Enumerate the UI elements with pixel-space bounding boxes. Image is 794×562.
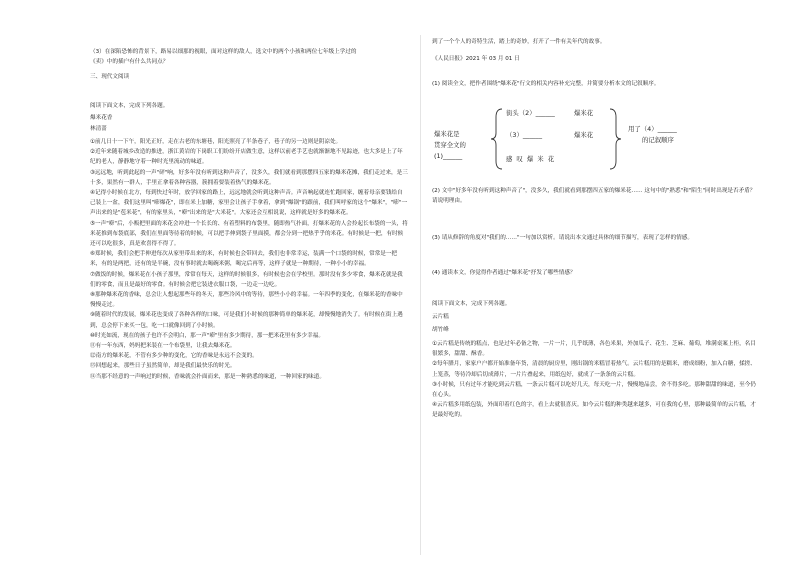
essay-2-paragraph-1: ①云片糕是传统的糕点，也是过年必备之物，一片一片，几乎纸薄，各色米果，外加瓜子、花生、芝麻、葡萄，堆满桌案上柜，名目很繁多，甜甜、酥香。 — [432, 341, 756, 358]
essay-author: 林清蔷 — [90, 126, 107, 132]
paragraph-3: ③远远地，听到此起的一声"砰"响，好多年没有听到这种声音了，没多久，我们就看到那摆四五家的爆米花摊，我们走过来，是三十多，果然有一群人，手里正拿着各种容器，簇拥着要装着热气的爆米花。 — [90, 169, 408, 186]
right-brace-icon — [608, 107, 622, 171]
paragraph-9: ⑨随着时代的发展，爆米花也变成了各种各样的口味，可是我们小时候的那种简单的爆米花，却慢慢地消失了。有时候在街上遇到，总会停下来买一包，吃一口就像回到了小时候。 — [90, 312, 403, 329]
question-3-line-2: 《卖》中的插户有什么共同点？ — [90, 59, 169, 66]
essay-closing-line: 到了一个个人的奇特生活，踏上的奇妙，打开了一件有关年代的故事。 — [432, 39, 606, 45]
paragraph-4: ④记得小时候在北方，每到快过年时，放学回家的路上，远远地就会听到这种声音。声音响起就连忙跑回家，缠着母亲要钱给自己装上一盆，我们这里叫"嘭爆花"，即在米上加糖，家里会让孩子手拿着，拿到"爆锅"的跟前，我们叫呼家的这个"爆米"，"嘭"一声出来的是"苞米花"，有的家里头，"嘭"出来的是"大米花"。大家还会互相说说，这样就是好多的爆米花。 — [90, 190, 408, 217]
essay-body — [90, 137, 408, 382]
paragraph-7: ⑦做饭的时候，爆米花在小孩子那里，常常在每天，这样的时候很多，有时候也会在学校里。那时没有多少零食，爆米花就是我们的零食，而且是最好的零食。有时候会把它装进衣服口袋，一边走一边吃。 — [90, 271, 403, 288]
question-3-block — [90, 47, 408, 67]
diagram-right-line-1: 用了（4）______ — [628, 125, 677, 133]
diagram-left-line-2: 贯穿全文的 — [434, 141, 466, 149]
diagram-left-line-3: (1)______ — [434, 152, 463, 160]
paragraph-13: ⑬回想起来，那些日子虽然简单，却是我们最快乐的时光。 — [90, 363, 236, 370]
reading-intro: 阅读下面文本，完成下列各题。 — [90, 103, 169, 109]
section-heading: 三、现代文阅读 — [90, 74, 130, 80]
essay-2-paragraph-3: ③小时候，只有过年才能吃到云片糕，一条云片糕可以吃好几天，每天吃一片，慢慢地品尝，舍不得多吃。那种甜甜的味道，至今仍在心头。 — [432, 381, 756, 399]
reading-intro-2: 阅读下面文本，完成下列各题。 — [432, 301, 511, 307]
essay-2-author: 胡竹峰 — [432, 327, 449, 333]
question-1: (1) 阅读全文，把作者围绕"爆米花"行文的相关内容补充完整，并简要分析本文的记叙顺序。 — [432, 81, 660, 87]
paragraph-2: ②近年来随着城乡改造的推进，浙江黄岩的下岗职工们纷纷开店做生意，这样以前老手艺也就渐渐地不见踪迹，也大多是上了年纪的老人，静静地守着一种时光里流动的味道。 — [90, 149, 403, 166]
column-separator — [420, 35, 421, 555]
diagram-row-1-suffix: 爆米花 — [574, 109, 594, 117]
paragraph-6: ⑥郑时候，我们会把手伸进每次从家里带出来的米，有时候也会带回去，我们也非常幸运，装满一个口袋的时候，常常是一把米，有的是两把，还有的是半碗，没有事时就去喝碗米粥，喝完后再等，这样子就是一种期待，一种小小的幸福。 — [90, 251, 398, 268]
question-4: (4) 通读本文，你觉得作者通过"爆米花"抒发了哪些情感？ — [432, 270, 576, 276]
diagram-row-2-suffix: 爆米花 — [574, 131, 594, 139]
source-citation: 《人民日报》2021 年 03 月 01 日 — [432, 56, 520, 62]
essay-2-paragraph-2: ②每年腊月，家家户户都开始准备年货，清晨的厨房里，刚出锅的米糕冒着热气。云片糕用的是糯米，磨成细粉，加入白糖，揉搓、上笼蒸，等待冷却后切成薄片，一片片叠起来，用纸包好，就成了一条条的云片糕。 — [432, 361, 756, 378]
diagram-row-3: 感 叹 爆 米 花 — [506, 155, 556, 163]
paragraph-14: ⑭当那不经意的一声响过的时候，香味就会扑面而来，那是一种熟悉的味道，一种回家的味道。 — [90, 373, 325, 380]
diagram-left-line-1: 爆米花是 — [434, 130, 460, 138]
diagram-row-1-prefix: 街头（2）______ — [506, 109, 555, 117]
paragraph-12: ⑫南方的爆米花，不管有多少种的变化，它的香味是永远不会变的。 — [90, 353, 258, 360]
diagram-row-2-prefix: （3）______ — [506, 131, 543, 139]
left-brace-icon — [490, 107, 504, 171]
essay-2-body — [432, 339, 758, 421]
paragraph-5: ⑤一声"嘭"后，小贩把里面的米花会冲进一个长长的、有着塑料的布袋里，随即热气扑面，打爆米花的人会拎起长布袋的一头，将米花推到布袋底部，我们在里面等待着的时候，可以把手伸到袋子里面摸，都会分到一把热乎乎的米花。有时候是一把，有时候还可以吃很多，真是欢喜得不得了。 — [90, 220, 408, 248]
essay-2-title: 云片糕 — [432, 314, 449, 320]
question-3-line-1: （3）在深陷恐怖的背景下，路易以细那的视眼，面对这样的敌人，选文中的两个小孩和两位七年级上学过的 — [90, 49, 357, 55]
essay-2-paragraph-4: ④云片糕多用纸包装，外面印着红色的字，看上去就很喜庆。如今云片糕的种类越来越多，可在我的心里，那种最简单的云片糕，才是最好吃的。 — [432, 402, 756, 419]
structure-diagram — [432, 103, 758, 173]
paragraph-1: ①前几日十一下午，阳光正好，走在古老的东塘巷，阳光照亮了半条巷子，巷子的另一边则是阴凉处。 — [90, 139, 342, 145]
question-3: (3) 请从修辞的角度对"我们的……"一句加以赏析。请说出本文通过具体的细节描写，表现了怎样的情感。 — [432, 235, 693, 241]
question-2: (2) 文中"好多年没有听到这种声音了"，没多久，我们就看到那摆四五家的爆米花…… 这句中的"熟悉"和"陌生"同时出现是否矛盾？请说明理由。 — [432, 188, 756, 205]
diagram-right-line-2: 的记叙顺序 — [642, 136, 674, 144]
paragraph-8: ⑧那种爆米花的香味，总会让人想起那些年的冬天，那些冷风中的等待，那些小小的幸福。一年四季的变化，在爆米花的香味中慢慢走过。 — [90, 292, 403, 309]
essay-title: 爆米花香 — [90, 115, 113, 121]
paragraph-10: ⑩时光如流，现在的孩子也许不会明白，那一声"嘭"里有多少期待，那一把米花里有多少幸福。 — [90, 332, 324, 339]
paragraph-11: ⑪有一年东西，妈妈把米装在一个布袋里，让我去爆米花。 — [90, 343, 236, 350]
